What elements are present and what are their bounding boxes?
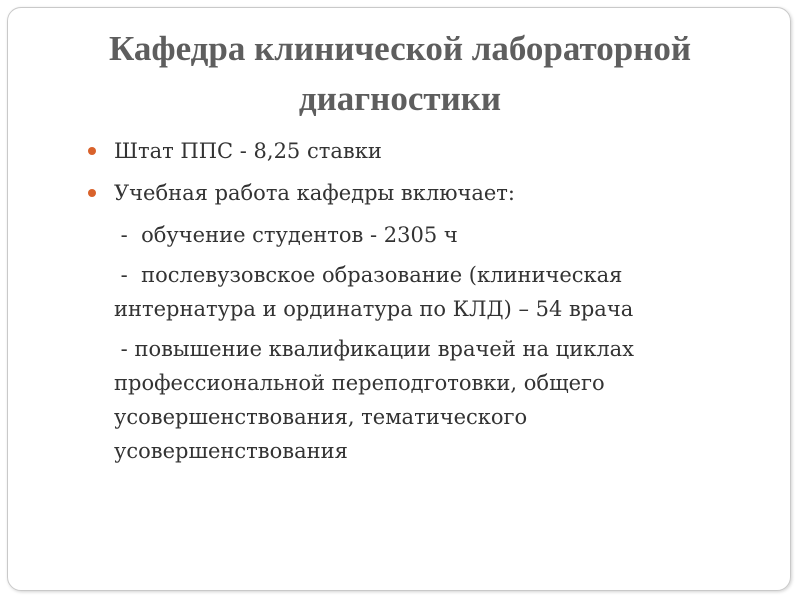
bullet-dot-icon — [88, 189, 96, 197]
bullet-dot-icon — [88, 147, 96, 155]
sub-item-continuation: усовершенствования, тематического — [114, 405, 528, 429]
bullet-item — [82, 134, 702, 168]
sub-item-continuation: усовершенствования — [114, 439, 348, 463]
bullet-item — [82, 176, 702, 210]
bullet-text: Штат ППС - 8,25 ставки — [114, 139, 382, 163]
sub-item-continuation: интернатура и ординатура по КЛД) – 54 врача — [114, 297, 634, 321]
sub-item-continuation: профессиональной переподготовки, общего — [114, 371, 605, 395]
sub-item: - послевузовское образование (клиническая — [114, 263, 623, 287]
title-line-2: диагностики — [298, 79, 502, 118]
sub-item: - повышение квалификации врачей на циклах — [114, 337, 635, 361]
slide-content — [82, 134, 702, 468]
slide-title — [40, 24, 760, 124]
sub-item: - обучение студентов - 2305 ч — [114, 223, 458, 247]
title-line-1: Кафедра клинической лабораторной — [108, 29, 692, 68]
bullet-text: Учебная работа кафедры включает: — [114, 181, 515, 205]
